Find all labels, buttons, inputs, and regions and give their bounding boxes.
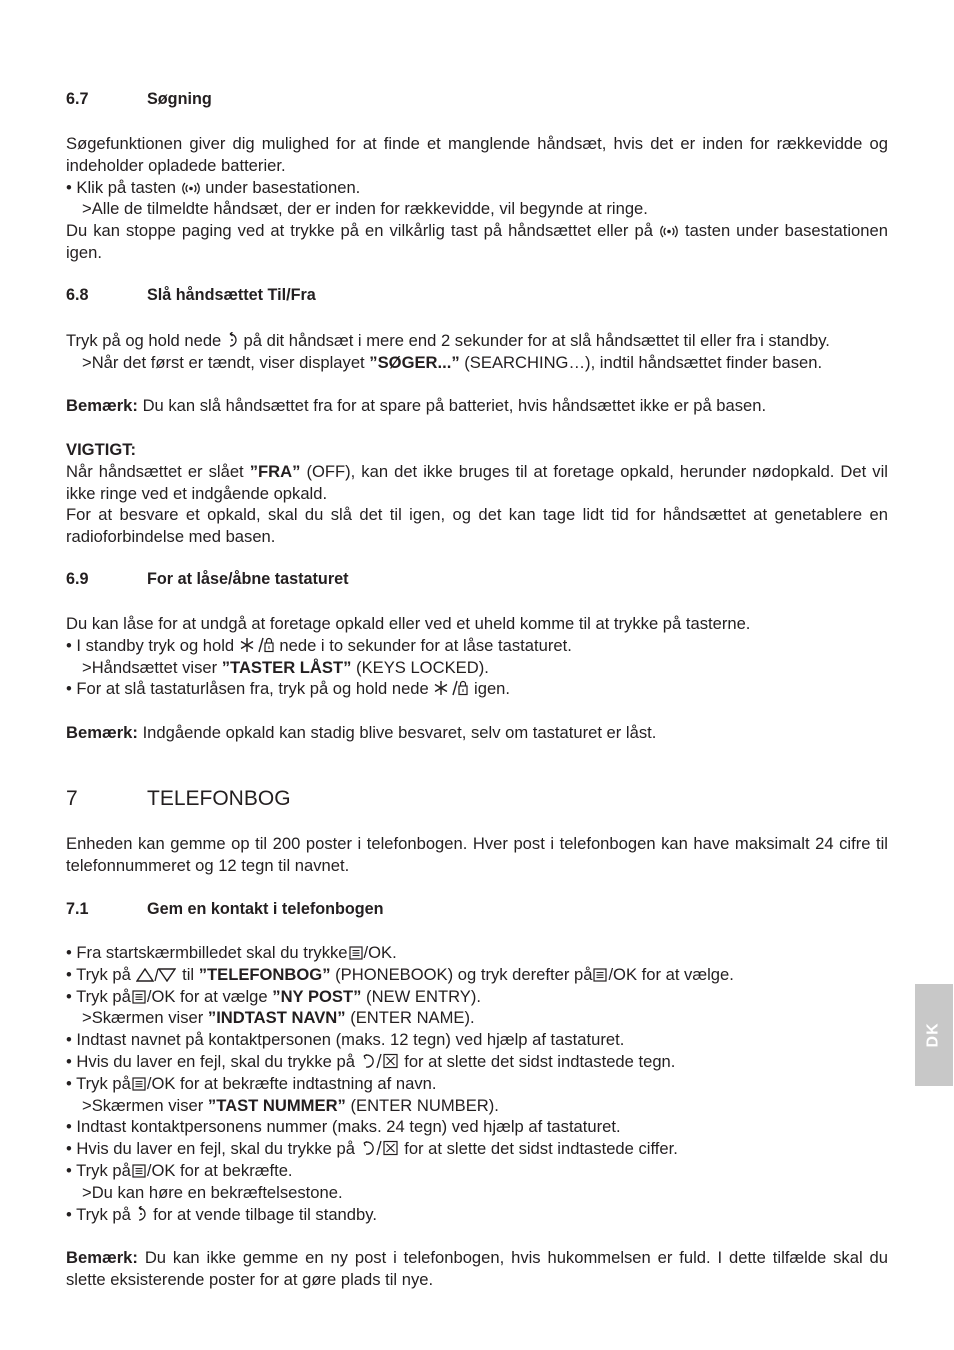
paragraph: For at besvare et opkald, skal du slå det til igen, og det kan tage lidt tid for håndsættet at genetablere en radioforbindelse med basen.	[66, 505, 888, 547]
bullet-item: • Hvis du laver en fejl, skal du trykke på for at slette det sidst indtastede tegn.	[66, 1051, 676, 1071]
note: Bemærk: Du kan ikke gemme en ny post i telefonbogen, hvis hukommelsen er fuld. I dette tilfælde skal du slette eksisterende poster for at gøre plads til nye.	[66, 1248, 888, 1289]
section-6-9-body	[66, 613, 888, 744]
note: Bemærk: Du kan slå håndsættet fra for at spare på batteriet, hvis håndsættet ikke er på basen.	[66, 396, 767, 416]
bullet-item: • Tryk på /OK for at vælge ”NY POST” (NEW ENTRY).	[66, 986, 481, 1006]
section-7-1-body	[66, 942, 888, 1291]
bullet-item: • Indtast navnet på kontaktpersonen (maks. 12 tegn) ved hjælp af tastaturet.	[66, 1030, 625, 1050]
end-call-icon	[227, 332, 238, 348]
bullet-item: • For at slå tastaturlåsen fra, tryk på og hold nede igen.	[66, 679, 511, 699]
paragraph: Søgefunktionen giver dig mulighed for at finde et manglende håndsæt, hvis det er inden for rækkevidde og indeholder opladede batterier.	[66, 134, 888, 175]
paragraph: Du kan stoppe paging ved at trykke på en vilkårlig tast på håndsættet eller på tasten under basestationen igen.	[66, 221, 888, 262]
bullet-item: • Indtast kontaktpersonens nummer (maks. 24 tegn) ved hjælp af tastaturet.	[66, 1117, 621, 1137]
menu-icon	[132, 1164, 146, 1178]
star-lock-icon	[240, 637, 274, 653]
section-6-7-body	[66, 133, 888, 264]
menu-icon	[132, 1077, 146, 1091]
section-heading-6-8: 6.8 Slå håndsættet Til/Fra	[66, 286, 316, 304]
bullet-item: • Tryk på /OK for at bekræfte indtastning af navn.	[66, 1073, 437, 1093]
bullet-item: • Tryk på til ”TELEFONBOG” (PHONEBOOK) og tryk derefter på /OK for at vælge.	[66, 964, 734, 984]
result-line: >Skærmen viser ”TAST NUMMER” (ENTER NUMBER).	[82, 1095, 499, 1115]
chapter-7-intro	[66, 833, 888, 877]
bullet-item: • Fra startskærmbilledet skal du trykke /OK.	[66, 943, 397, 962]
paragraph: Tryk på og hold nede på dit håndsæt i mere end 2 sekunder for at slå håndsættet til eller fra i standby.	[66, 331, 830, 350]
section-heading-6-7: 6.7 Søgning	[66, 90, 212, 108]
paragraph: Enheden kan gemme op til 200 poster i telefonbogen. Hver post i telefonbogen kan have maksimalt 24 cifre til telefonnummeret og 12 tegn til navnet.	[66, 834, 888, 875]
paging-icon	[660, 225, 678, 238]
end-call-icon	[136, 1206, 147, 1222]
bullet-item: • I standby tryk og hold nede i to sekunder for at låse tastaturet.	[66, 635, 572, 655]
bullet-item: • Tryk på /OK for at bekræfte.	[66, 1160, 293, 1180]
bullet-item: • Tryk på for at vende tilbage til standby.	[66, 1204, 377, 1224]
bullet-item: • Hvis du laver en fejl, skal du trykke på for at slette det sidst indtastede ciffer.	[66, 1139, 678, 1159]
bullet-item: • Klik på tasten under basestationen.	[66, 177, 361, 197]
important-label: VIGTIGT:	[66, 439, 137, 459]
section-6-8-body	[66, 330, 888, 548]
result-line: >Håndsættet viser ”TASTER LÅST” (KEYS LOCKED).	[82, 657, 489, 677]
star-lock-icon	[434, 680, 468, 696]
section-heading-6-9: 6.9 For at låse/åbne tastaturet	[66, 570, 349, 588]
result-line: >Når det først er tændt, viser displayet ”SØGER...” (SEARCHING…), indtil håndsættet finder basen.	[82, 352, 823, 372]
note: Bemærk: Indgående opkald kan stadig blive besvaret, selv om tastaturet er låst.	[66, 722, 657, 742]
chapter-heading-7: 7 TELEFONBOG	[66, 787, 291, 810]
paging-icon	[182, 182, 200, 195]
up-down-icon	[136, 968, 176, 982]
back-delete-icon	[361, 1140, 399, 1156]
result-line: >Skærmen viser ”INDTAST NAVN” (ENTER NAME).	[82, 1008, 475, 1028]
back-delete-icon	[361, 1053, 399, 1069]
menu-icon	[593, 968, 607, 982]
paragraph: Du kan låse for at undgå at foretage opkald eller ved et uheld komme til at trykke på tasterne.	[66, 614, 751, 633]
result-line: >Du kan høre en bekræftelsestone.	[82, 1182, 343, 1202]
menu-icon	[132, 990, 146, 1004]
paragraph: Når håndsættet er slået ”FRA” (OFF), kan det ikke bruges til at foretage opkald, herunder nødopkald. Det vil ikke ringe ved et indgående opkald.	[66, 461, 888, 503]
result-line: >Alle de tilmeldte håndsæt, der er inden for rækkevidde, vil begynde at ringe.	[82, 199, 648, 219]
menu-icon	[349, 946, 363, 960]
language-tab-dk: DK	[915, 984, 953, 1086]
section-heading-7-1: 7.1 Gem en kontakt i telefonbogen	[66, 900, 384, 918]
